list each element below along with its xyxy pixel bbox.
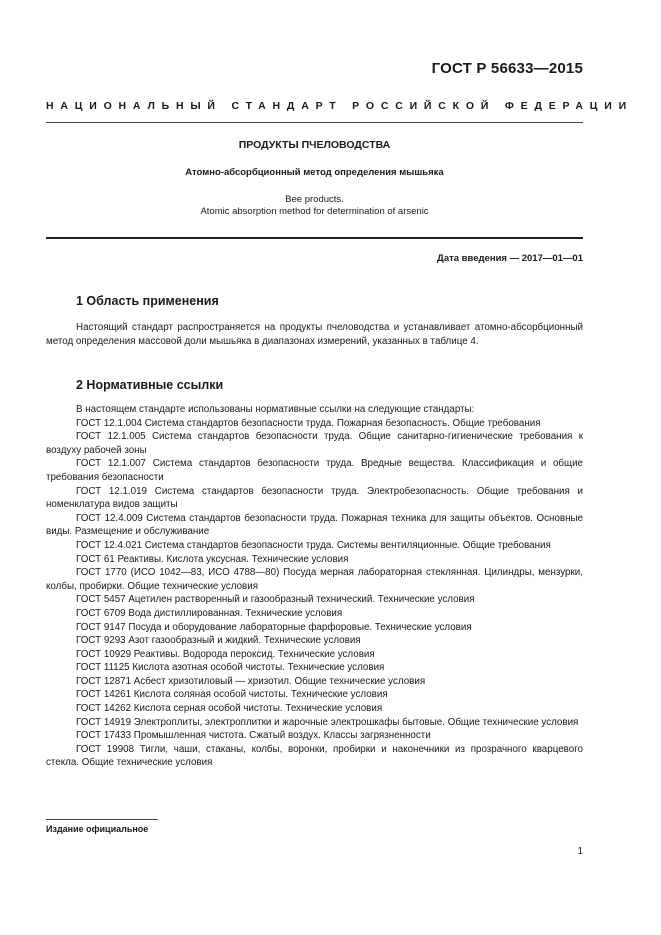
reference-item: ГОСТ 12.4.009 Система стандартов безопасности труда. Пожарная техника для защиты объектов. Основные виды. Размещение и обслуживание [46, 512, 583, 538]
reference-item: ГОСТ 11125 Кислота азотная особой чистоты. Технические условия [76, 662, 385, 674]
introduction-date: Дата введения — 2017—01—01 [437, 253, 583, 264]
official-edition-label: Издание официальное [46, 824, 149, 834]
reference-item: ГОСТ 5457 Ацетилен растворенный и газообразный технический. Технические условия [76, 594, 475, 606]
section-1-body [46, 321, 583, 348]
reference-item: ГОСТ 19908 Тигли, чаши, стаканы, колбы, воронки, пробирки и наконечники из прозрачного кварцевого стекла. Общие технические условия [46, 743, 583, 769]
top-divider [46, 122, 583, 123]
national-standard-banner: НАЦИОНАЛЬНЫЙ СТАНДАРТ РОССИЙСКОЙ ФЕДЕРАЦИИ [46, 100, 633, 112]
standard-designation: ГОСТ Р 56633—2015 [431, 60, 583, 77]
english-title-line-1: Bee products. [285, 194, 344, 205]
reference-item: ГОСТ 12.4.021 Система стандартов безопасности труда. Системы вентиляционные. Общие требования [76, 539, 551, 551]
reference-item: ГОСТ 12.1.005 Система стандартов безопасности труда. Общие санитарно-гигиенические требования к воздуху рабочей зоны [46, 431, 583, 456]
reference-item: ГОСТ 10929 Реактивы. Водорода пероксид. Технические условия [76, 648, 375, 660]
reference-item: ГОСТ 61 Реактивы. Кислота уксусная. Технические условия [76, 553, 349, 565]
section-2-heading: 2 Нормативные ссылки [76, 378, 224, 392]
section-1-heading: 1 Область применения [76, 294, 219, 308]
english-title-line-2: Atomic absorption method for determination of arsenic [200, 206, 429, 217]
reference-item: ГОСТ 12.1.019 Система стандартов безопасности труда. Электробезопасность. Общие требования и номенклатура видов защиты [46, 485, 583, 511]
title-divider [46, 237, 583, 239]
document-title: ПРОДУКТЫ ПЧЕЛОВОДСТВА [238, 139, 391, 151]
reference-item: ГОСТ 6709 Вода дистиллированная. Технические условия [76, 607, 343, 619]
reference-item: ГОСТ 9293 Азот газообразный и жидкий. Технические условия [76, 635, 361, 647]
reference-item: ГОСТ 14919 Электроплиты, электроплитки и жарочные электрошкафы бытовые. Общие технические условия [76, 716, 579, 728]
footer-divider [46, 819, 158, 820]
reference-item: ГОСТ 14262 Кислота серная особой чистоты. Технические условия [76, 703, 383, 715]
reference-item: ГОСТ 12.1.004 Система стандартов безопасности труда. Пожарная безопасность. Общие требования [76, 417, 541, 429]
document-subtitle: Атомно-абсорбционный метод определения мышьяка [185, 167, 444, 178]
reference-item: ГОСТ 14261 Кислота соляная особой чистоты. Технические условия [76, 689, 388, 701]
normative-references-list [46, 403, 583, 770]
reference-item: ГОСТ 12.1.007 Система стандартов безопасности труда. Вредные вещества. Классификация и общие требования безопасности [46, 458, 583, 483]
section-1-paragraph: Настоящий стандарт распространяется на продукты пчеловодства и устанавливает атомно-абсорбционный метод определения массовой доли мышьяка в диапазонах измерений, указанных в таблице 4. [46, 322, 583, 347]
references-intro: В настоящем стандарте использованы нормативные ссылки на следующие стандарты: [76, 404, 475, 415]
page-number: 1 [577, 846, 583, 857]
english-title [46, 194, 583, 218]
reference-item: ГОСТ 12871 Асбест хризотиловый — хризотил. Общие технические условия [76, 675, 426, 687]
reference-item: ГОСТ 9147 Посуда и оборудование лабораторные фарфоровые. Технические условия [76, 621, 472, 633]
reference-item: ГОСТ 1770 (ИСО 1042—83, ИСО 4788—80) Посуда мерная лабораторная стеклянная. Цилиндры, мензурки, колбы, пробирки. Общие технические условия [46, 567, 583, 592]
reference-item: ГОСТ 17433 Промышленная чистота. Сжатый воздух. Классы загрязненности [76, 730, 431, 742]
